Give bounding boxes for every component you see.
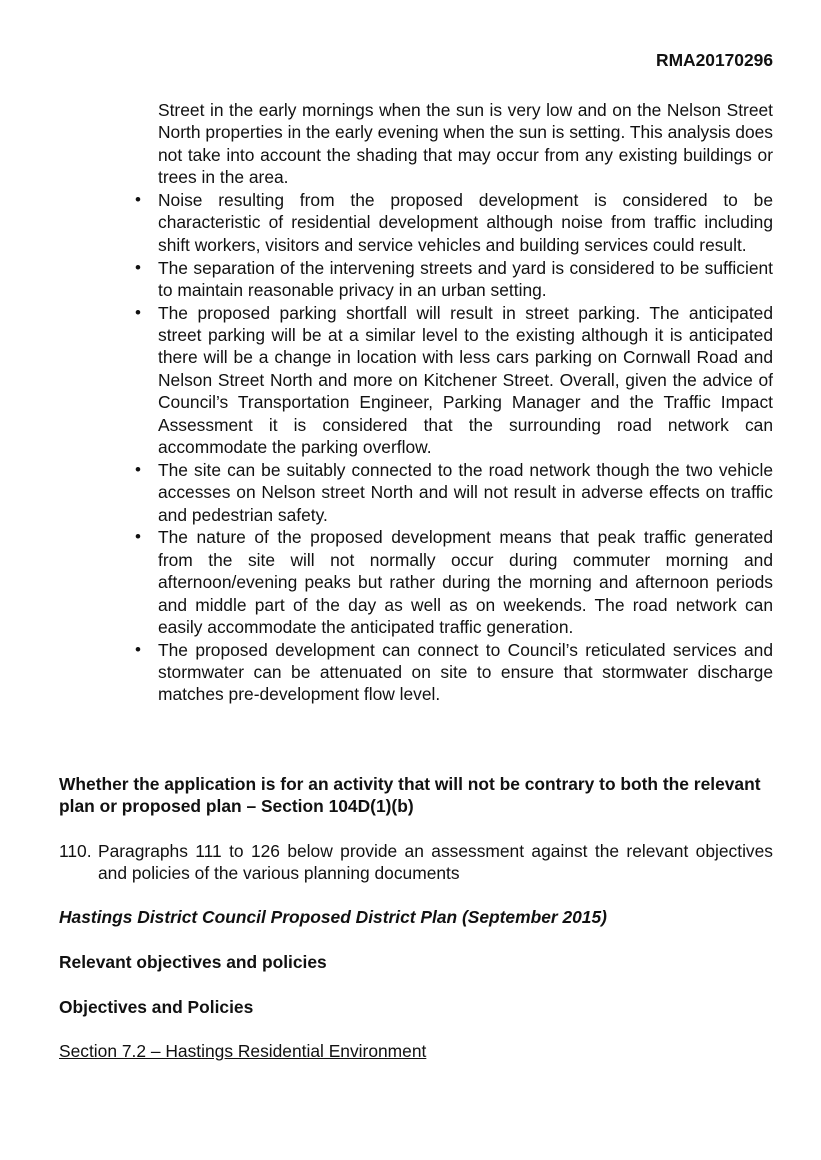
bullet-icon: •	[135, 190, 141, 209]
bullet-item	[135, 257, 773, 302]
bullet-text: The separation of the intervening streets and yard is considered to be sufficient to maintain reasonable privacy in an urban setting.	[158, 257, 773, 300]
bullet-text: The site can be suitably connected to the road network though the two vehicle accesses on Nelson street North and will not result in adverse effects on traffic and pedestrian safety.	[158, 459, 773, 525]
numbered-paragraph-110	[59, 840, 773, 885]
objectives-policies-heading: Objectives and Policies	[59, 997, 254, 1017]
bullet-text: The proposed development can connect to Council’s reticulated services and stormwater can be attenuated on site to ensure that stormwater discharge matches pre-development flow level.	[158, 639, 773, 705]
bullet-item	[135, 639, 773, 706]
bullet-text: Noise resulting from the proposed development is considered to be characteristic of residential development although noise from traffic including shift workers, visitors and service vehicles and building services could result.	[158, 190, 773, 255]
bullet-text: The proposed parking shortfall will result in street parking. The anticipated street parking will be at a similar level to the existing although it is anticipated there will be a change in location with less cars parking on Cornwall Road and Nelson Street North and more on Kitchener Street. Overall, given the advice of Council’s Transportation Engineer, Parking Manager and the Traffic Impact Assessment it is considered that the surrounding road network can accommodate the parking overflow.	[158, 302, 773, 458]
bullet-item	[135, 302, 773, 459]
bullet-item	[135, 459, 773, 526]
bullet-icon: •	[135, 639, 141, 659]
document-reference: RMA20170296	[656, 50, 773, 70]
bullet-icon: •	[135, 527, 141, 547]
section-heading-contrary: Whether the application is for an activity that will not be contrary to both the relevant plan or proposed plan – Section 104D(1)(b)	[59, 774, 761, 817]
continued-paragraph: Street in the early mornings when the sun is very low and on the Nelson Street North properties in the early evening when the sun is setting. This analysis does not take into account the shading that may occur from any existing buildings or trees in the area.	[158, 100, 773, 188]
relevant-objectives-heading: Relevant objectives and policies	[59, 952, 327, 972]
section-7-2-heading: Section 7.2 – Hastings Residential Environment	[59, 1041, 427, 1061]
paragraph-text: Paragraphs 111 to 126 below provide an assessment against the relevant objectives and policies of the various planning documents	[98, 841, 773, 884]
bullet-text: The nature of the proposed development means that peak traffic generated from the site will not normally occur during commuter morning and afternoon/evening peaks but rather during the morning and afternoon periods and middle part of the day as well as on weekends. The road network can easily accommodate the anticipated traffic generation.	[158, 527, 773, 637]
bullet-list	[135, 189, 773, 706]
paragraph-number: 110.	[59, 841, 92, 861]
bullet-item	[135, 189, 773, 256]
bullet-item	[135, 526, 773, 638]
bullet-icon: •	[135, 459, 141, 479]
bullet-icon: •	[135, 302, 141, 322]
plan-heading: Hastings District Council Proposed District Plan (September 2015)	[59, 907, 607, 927]
bullet-icon: •	[135, 257, 141, 277]
